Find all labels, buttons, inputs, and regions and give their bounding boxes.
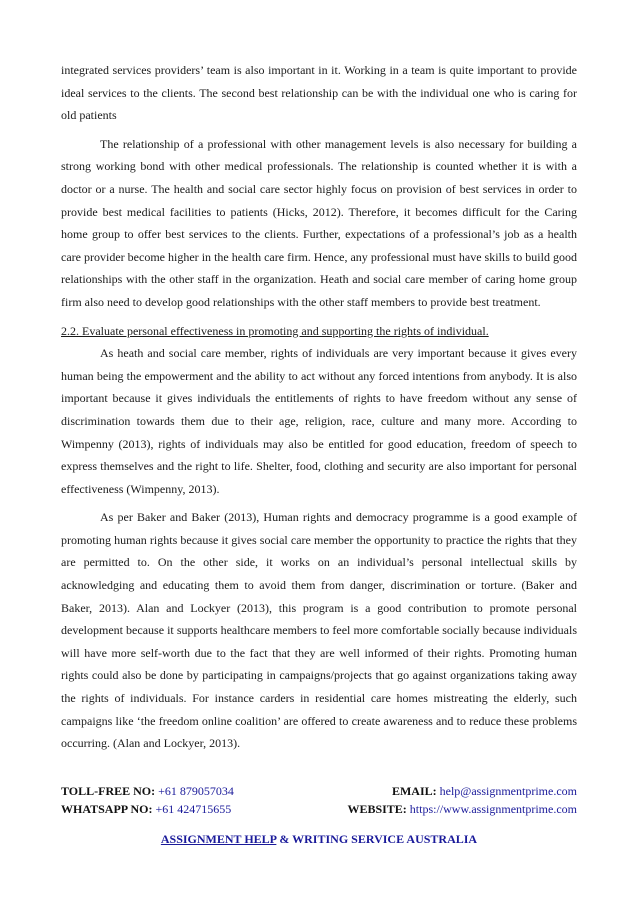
footer-row-1 xyxy=(61,782,577,800)
body-text xyxy=(61,59,577,755)
website-label: WEBSITE: xyxy=(347,802,407,816)
section-heading: 2.2. Evaluate personal effectiveness in promoting and supporting the rights of individual. xyxy=(61,323,489,338)
website-info xyxy=(347,800,577,818)
paragraph-relationship: The relationship of a professional with other management levels is also necessary for building a strong working bond with other medical professionals. The relationship is counted whether it is with a doctor or a nurse. The health and social care sector highly focus on provision of best services in order to provide best medical facilities to patients (Hicks, 2012). Therefore, it becomes difficult for the Caring home group to offer best services to the clients. Further, expectations of a professional’s job as a health care provider become higher in the health care firm. Hence, any professional must have skills to build good relationships with the other staff in the organization. Heath and social care member of caring home group firm also need to develop good relationships with the other staff members to provide best treatment. xyxy=(61,136,577,309)
brand-line xyxy=(61,830,577,848)
whatsapp-label: WHATSAPP NO: xyxy=(61,802,153,816)
footer-row-2 xyxy=(61,800,577,818)
email-info xyxy=(392,782,577,800)
paragraph-rights: As heath and social care member, rights of individuals are very important because it gives every human being the empowerment and the ability to act without any forced intentions from anybody. It is also important because it gives individuals the entitlements of rights to have freedom without any sense of discrimination towards them due to their age, religion, race, culture and many more. According to Wimpenny (2013), rights of individuals may also be entitled for good education, freedom of speech to express themselves and the right to life. Shelter, food, clothing and security are also important for personal effectiveness (Wimpenny, 2013). xyxy=(61,346,577,496)
brand-link[interactable]: ASSIGNMENT HELP xyxy=(160,832,277,846)
email-label: EMAIL: xyxy=(391,784,437,798)
email-value[interactable]: help@assignmentprime.com xyxy=(439,784,577,798)
tollfree-info xyxy=(61,782,234,800)
paragraph-human-rights: As per Baker and Baker (2013), Human rights and democracy programme is a good example of promoting human rights because it gives social care member the opportunity to practice the rights that they are permitted to. On the other side, it works on an individual’s personal intellectual skills by acknowledging and educating them to avoid them from danger, discrimination or torture. (Baker and Baker, 2013). Alan and Lockyer (2013), this program is a good contribution to promote personal development because it supports healthcare members to feel more comfortable socially because individuals will have more self-worth due to the fact that they are well informed of their rights. Promoting human rights could also be done by participating in campaigns/projects that go against organizations taking away the rights of individuals. For instance carders in residential care homes mistreating the elderly, such campaigns like ‘the freedom online coalition’ are offered to create awareness and to reduce these problems occurring. (Alan and Lockyer, 2013). xyxy=(61,510,577,751)
tollfree-value[interactable]: +61 879057034 xyxy=(158,784,234,798)
whatsapp-info xyxy=(61,800,231,818)
website-value[interactable]: https://www.assignmentprime.com xyxy=(409,802,577,816)
page-footer xyxy=(61,782,577,848)
brand-rest: & WRITING SERVICE AUSTRALIA xyxy=(279,832,478,846)
whatsapp-value[interactable]: +61 424715655 xyxy=(155,802,232,816)
paragraph-continuation: integrated services providers’ team is also important in it. Working in a team is quite important to provide ideal services to the clients. The second best relationship can be with the individual one who is caring for old patients xyxy=(61,63,577,123)
tollfree-label: TOLL-FREE NO: xyxy=(61,784,156,798)
